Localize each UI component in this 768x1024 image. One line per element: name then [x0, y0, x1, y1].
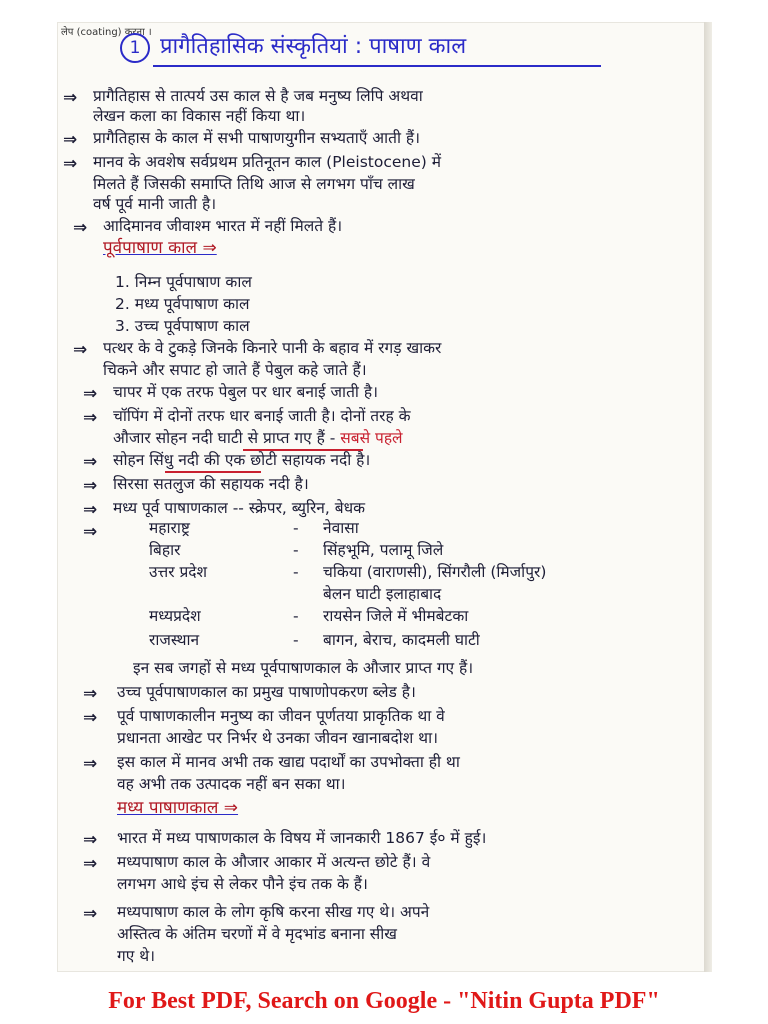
site-dash: - [293, 607, 299, 625]
text-line: वह अभी तक उत्पादक नहीं बन सका था। [117, 775, 346, 793]
list-item: 3. उच्च पूर्वपाषाण काल [115, 317, 250, 335]
text-line: प्रागैतिहास के काल में सभी पाषाणयुगीन सभ्यताएँ आती हैं। [93, 129, 421, 147]
bullet-arrow-icon: ⇒ [63, 154, 78, 174]
site-state: मध्यप्रदेश [149, 607, 201, 625]
bullet-arrow-icon: ⇒ [63, 88, 78, 108]
bullet-arrow-icon: ⇒ [83, 384, 98, 404]
text-segment: औजार सोहन नदी घाटी से प्राप्त गए हैं - [113, 429, 341, 447]
site-place: सिंहभूमि, पलामू जिले [323, 541, 444, 559]
bullet-arrow-icon: ⇒ [63, 130, 78, 150]
text-line: सिरसा सतलुज की सहायक नदी है। [113, 475, 309, 493]
red-underline [165, 471, 261, 473]
highlight-note: सबसे पहले [340, 429, 403, 447]
text-line: चापर में एक तरफ पेबुल पर धार बनाई जाती है। [113, 383, 378, 401]
text-line: सोहन सिंधु नदी की एक छोटी सहायक नदी है। [113, 451, 371, 469]
text-line: मध्यपाषाण काल के लोग कृषि करना सीख गए थे। अपने [117, 903, 430, 921]
site-dash: - [293, 631, 299, 649]
bullet-arrow-icon: ⇒ [83, 854, 98, 874]
footer-banner: For Best PDF, Search on Google - "Nitin Gupta PDF" [108, 988, 660, 1014]
site-place: रायसेन जिले में भीमबेटका [323, 607, 469, 625]
page-edge [704, 22, 712, 972]
text-line: लेखन कला का विकास नहीं किया था। [93, 107, 306, 125]
site-place: बागन, बेराच, कादमली घाटी [323, 631, 480, 649]
bullet-arrow-icon: ⇒ [83, 904, 98, 924]
site-dash: - [293, 563, 299, 581]
text-line: वर्ष पूर्व मानी जाती है। [93, 195, 217, 213]
text-line: चिकने और सपाट हो जाते हैं पेबुल कहे जाते हैं। [103, 361, 367, 379]
title-number: 1 [120, 33, 150, 63]
site-state: राजस्थान [149, 631, 200, 649]
text-line: चॉपिंग में दोनों तरफ धार बनाई जाती है। दोनों तरह के [113, 407, 411, 425]
bullet-arrow-icon: ⇒ [83, 754, 98, 774]
text-line: अस्तित्व के अंतिम चरणों में वे मृदभांड बनाना सीख [117, 925, 397, 943]
text-line: मध्य पूर्व पाषाणकाल -- स्क्रेपर, ब्युरिन, बेधक [113, 499, 366, 517]
text-line: पूर्व पाषाणकालीन मनुष्य का जीवन पूर्णतया प्राकृतिक था वे [117, 707, 445, 725]
site-state: महाराष्ट्र [149, 519, 190, 537]
site-state: बिहार [149, 541, 181, 559]
bullet-arrow-icon: ⇒ [73, 218, 88, 238]
bullet-arrow-icon: ⇒ [83, 476, 98, 496]
title-text: प्रागैतिहासिक संस्कृतियां : पाषाण काल [160, 34, 467, 59]
text-line: उच्च पूर्वपाषाणकाल का प्रमुख पाषाणोपकरण ब्लेड है। [117, 683, 416, 701]
list-item: 2. मध्य पूर्वपाषाण काल [115, 295, 250, 313]
header-note: लेप (coating) करना । [61, 27, 152, 38]
bullet-arrow-icon: ⇒ [83, 408, 98, 428]
site-dash: - [293, 519, 299, 537]
text-line: मानव के अवशेष सर्वप्रथम प्रतिनूतन काल (Pleistocene) में [93, 153, 441, 171]
bullet-arrow-icon: ⇒ [83, 452, 98, 472]
bullet-arrow-icon: ⇒ [83, 500, 98, 520]
text-line: पत्थर के वे टुकड़े जिनके किनारे पानी के बहाव में रगड़ खाकर [103, 339, 442, 357]
text-line: प्रागैतिहास से तात्पर्य उस काल से है जब मनुष्य लिपि अथवा [93, 87, 423, 105]
page-title [120, 30, 466, 63]
list-item: 1. निम्न पूर्वपाषाण काल [115, 273, 252, 291]
text-line: आदिमानव जीवाश्म भारत में नहीं मिलते हैं। [103, 217, 343, 235]
text-line: मध्यपाषाण काल के औजार आकार में अत्यन्त छोटे हैं। वे [117, 853, 431, 871]
bullet-arrow-icon: ⇒ [83, 708, 98, 728]
text-line: लगभग आधे इंच से लेकर पौने इंच तक के हैं। [117, 875, 368, 893]
site-place: बेलन घाटी इलाहाबाद [323, 585, 442, 603]
text-line: गए थे। [117, 947, 156, 965]
bullet-arrow-icon: ⇒ [83, 830, 98, 850]
site-state: उत्तर प्रदेश [149, 563, 208, 581]
text-line: इस काल में मानव अभी तक खाद्य पदार्थों का उपभोक्ता ही था [117, 753, 460, 771]
text-line: मिलते हैं जिसकी समाप्ति तिथि आज से लगभग पाँच लाख [93, 175, 415, 193]
text-line [113, 428, 403, 448]
site-place: नेवासा [323, 519, 359, 537]
section-heading: पूर्वपाषाण काल ⇒ [103, 238, 217, 258]
title-underline [153, 65, 601, 67]
site-place: चकिया (वाराणसी), सिंगरौली (मिर्जापुर) [323, 563, 547, 581]
text-line: भारत में मध्य पाषाणकाल के विषय में जानकारी 1867 ई० में हुई। [117, 829, 487, 847]
site-dash: - [293, 541, 299, 559]
notebook-page [57, 22, 711, 972]
section-heading: मध्य पाषाणकाल ⇒ [117, 798, 239, 818]
bullet-arrow-icon: ⇒ [83, 522, 98, 542]
bullet-arrow-icon: ⇒ [83, 684, 98, 704]
bullet-arrow-icon: ⇒ [73, 340, 88, 360]
text-line: इन सब जगहों से मध्य पूर्वपाषाणकाल के औजार प्राप्त गए हैं। [133, 659, 474, 677]
text-line: प्रधानता आखेट पर निर्भर थे उनका जीवन खानाबदोश था। [117, 729, 438, 747]
